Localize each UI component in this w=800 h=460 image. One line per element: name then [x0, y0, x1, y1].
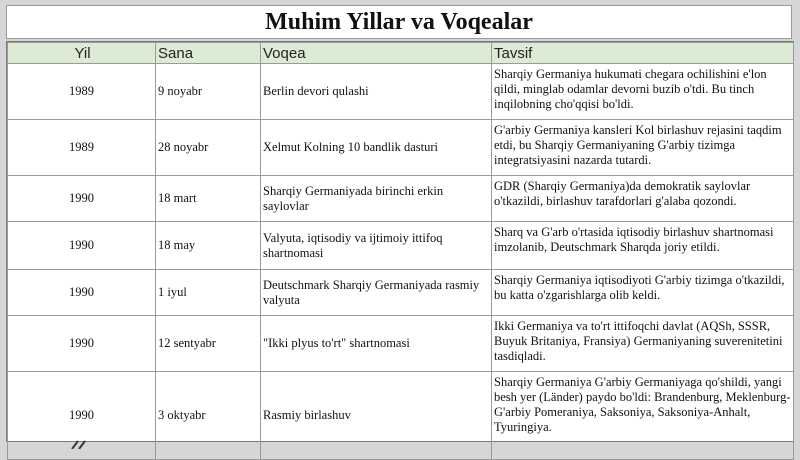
cell-voqea: Rasmiy birlashuv — [261, 372, 492, 460]
table-row — [8, 176, 794, 222]
cell-yil: 1990 — [8, 270, 156, 316]
cell-yil: 1990 — [8, 176, 156, 222]
table-row — [8, 372, 794, 460]
cell-sana: 1 iyul — [156, 270, 261, 316]
cell-yil: 1990 — [8, 372, 156, 460]
title-bar — [6, 5, 792, 39]
cell-sana: 9 noyabr — [156, 64, 261, 120]
cell-sana: 18 mart — [156, 176, 261, 222]
cell-tavsif: Ikki Germaniya va to'rt ittifoqchi davlat (AQSh, SSSR, Buyuk Britaniya, Fransiya) Germaniyaning suverenitetini tasdiqladi. — [492, 316, 794, 372]
table-row — [8, 120, 794, 176]
cell-sana: 18 may — [156, 222, 261, 270]
cell-tavsif: Sharq va G'arb o'rtasida iqtisodiy birlashuv shartnomasi imzolanib, Deutschmark Sharqda joriy etildi. — [492, 222, 794, 270]
table-row — [8, 270, 794, 316]
events-table — [7, 42, 794, 460]
cell-yil: 1990 — [8, 316, 156, 372]
cell-voqea: "Ikki plyus to'rt" shartnomasi — [261, 316, 492, 372]
cell-voqea: Sharqiy Germaniyada birinchi erkin saylovlar — [261, 176, 492, 222]
cell-yil: 1990 — [8, 222, 156, 270]
events-table-container — [6, 41, 794, 442]
cell-tavsif: Sharqiy Germaniya hukumati chegara ochilishini e'lon qildi, minglab odamlar devorni buzib o'tdi. Bu tinch inqilobning cho'qqisi bo'ldi. — [492, 64, 794, 120]
cell-tavsif: GDR (Sharqiy Germaniya)da demokratik saylovlar o'tkazildi, birlashuv tarafdorlari g'alaba qozondi. — [492, 176, 794, 222]
column-header-sana[interactable]: Sana — [156, 43, 261, 64]
column-header-tavsif[interactable]: Tavsif — [492, 43, 794, 64]
cell-sana: 12 sentyabr — [156, 316, 261, 372]
table-row — [8, 222, 794, 270]
cell-voqea: Deutschmark Sharqiy Germaniyada rasmiy valyuta — [261, 270, 492, 316]
column-header-voqea[interactable]: Voqea — [261, 43, 492, 64]
cell-tavsif: G'arbiy Germaniya kansleri Kol birlashuv rejasini taqdim etdi, bu Sharqiy Germaniyaning G'arbiy tizimga integratsiyasini nazarda tutardi. — [492, 120, 794, 176]
cell-tavsif: Sharqiy Germaniya iqtisodiyoti G'arbiy tizimga o'tkazildi, bu katta o'zgarishlarga olib keldi. — [492, 270, 794, 316]
cell-tavsif: Sharqiy Germaniya G'arbiy Germaniyaga qo'shildi, yangi besh yer (Länder) paydo bo'ldi: Brandenburg, Meklenburg-G'arbiy Pomeraniya, Saksoniya, Saksoniya-Anhalt, Tyuringiya. — [492, 372, 794, 460]
cell-sana: 28 noyabr — [156, 120, 261, 176]
cell-yil: 1989 — [8, 120, 156, 176]
table-header-row — [8, 43, 794, 64]
table-row — [8, 316, 794, 372]
table-row — [8, 64, 794, 120]
cell-yil: 1989 — [8, 64, 156, 120]
column-header-yil[interactable]: Yil — [8, 43, 156, 64]
page-title: Muhim Yillar va Voqealar — [265, 8, 533, 35]
cell-voqea: Xelmut Kolning 10 bandlik dasturi — [261, 120, 492, 176]
cell-sana: 3 oktyabr — [156, 372, 261, 460]
cell-voqea: Berlin devori qulashi — [261, 64, 492, 120]
decorative-stripes-icon — [60, 440, 90, 449]
cell-voqea: Valyuta, iqtisodiy va ijtimoiy ittifoq shartnomasi — [261, 222, 492, 270]
